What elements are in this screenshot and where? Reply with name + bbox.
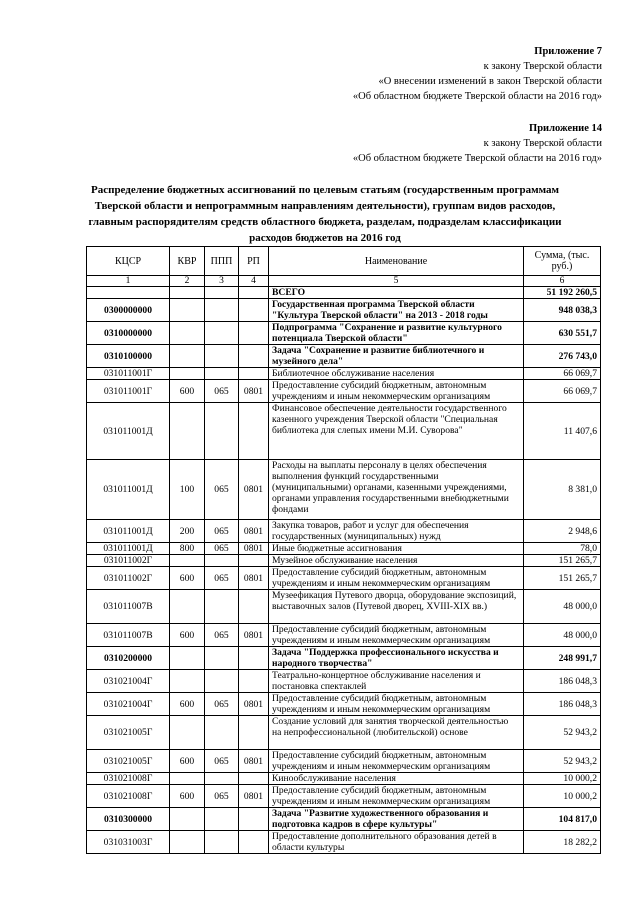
row-amount: 78,0 <box>524 543 601 555</box>
row-ppp: 065 <box>205 785 239 808</box>
table-row <box>87 345 601 368</box>
appendix-14-header <box>353 121 602 166</box>
row-amount: 52 943,2 <box>524 716 601 750</box>
row-name: Предоставление дополнительного образования детей в области культуры <box>269 831 524 854</box>
row-kcsr: 031021005Г <box>87 716 170 750</box>
table-row <box>87 773 601 785</box>
row-rp: 0801 <box>239 520 269 543</box>
row-kcsr: 031011001Д <box>87 520 170 543</box>
row-ppp <box>205 670 239 693</box>
column-number: 3 <box>205 276 239 287</box>
row-kcsr: 031011007В <box>87 624 170 647</box>
row-kvr <box>170 773 205 785</box>
row-kvr <box>170 299 205 322</box>
column-number: 2 <box>170 276 205 287</box>
row-kvr <box>170 345 205 368</box>
row-amount: 66 069,7 <box>524 380 601 403</box>
row-ppp <box>205 716 239 750</box>
row-rp <box>239 773 269 785</box>
row-amount: 151 265,7 <box>524 567 601 590</box>
row-kvr <box>170 555 205 567</box>
row-amount: 11 407,6 <box>524 403 601 460</box>
row-kvr: 600 <box>170 693 205 716</box>
row-amount: 276 743,0 <box>524 345 601 368</box>
appendix-14-line-2: «Об областном бюджете Тверской области на 2016 год» <box>352 153 602 164</box>
row-ppp: 065 <box>205 543 239 555</box>
column-number: 5 <box>269 276 524 287</box>
row-kcsr: 031021005Г <box>87 750 170 773</box>
row-ppp <box>205 831 239 854</box>
row-amount: 48 000,0 <box>524 590 601 624</box>
row-kvr <box>170 590 205 624</box>
row-ppp <box>205 808 239 831</box>
row-kcsr: 031011001Д <box>87 543 170 555</box>
row-name: Государственная программа Тверской области "Культура Тверской области" на 2013 - 2018 годы <box>269 299 524 322</box>
row-kcsr: 031021008Г <box>87 773 170 785</box>
table-row <box>87 590 601 624</box>
row-kcsr: 031021004Г <box>87 693 170 716</box>
column-number-row <box>87 276 601 287</box>
row-name: ВСЕГО <box>269 287 524 299</box>
row-rp: 0801 <box>239 785 269 808</box>
header-kcsr: КЦСР <box>87 247 170 276</box>
row-name: Задача "Развитие художественного образования и подготовка кадров в сфере культуры" <box>269 808 524 831</box>
appendix-14-title: Приложение 14 <box>529 123 602 134</box>
row-ppp: 065 <box>205 460 239 520</box>
row-kvr <box>170 368 205 380</box>
row-ppp <box>205 403 239 460</box>
row-name: Предоставление субсидий бюджетным, автономным учреждениям и иным некоммерческим организациям <box>269 380 524 403</box>
row-rp <box>239 368 269 380</box>
row-kcsr: 031011002Г <box>87 555 170 567</box>
table-row <box>87 831 601 854</box>
row-name: Финансовое обеспечение деятельности государственного казенного учреждения Тверской области "Специальная библиотека для слепых имени М.И. Суворова" <box>269 403 524 460</box>
row-name: Библиотечное обслуживание населения <box>269 368 524 380</box>
table-row <box>87 543 601 555</box>
row-amount: 10 000,2 <box>524 785 601 808</box>
header-kvr: КВР <box>170 247 205 276</box>
row-rp <box>239 345 269 368</box>
table-row <box>87 716 601 750</box>
table-row <box>87 785 601 808</box>
row-name: Задача "Поддержка профессионального искусства и народного творчества" <box>269 647 524 670</box>
appendix-7-header <box>353 44 602 104</box>
row-rp: 0801 <box>239 380 269 403</box>
appendix-7-line-1: к закону Тверской области <box>483 61 602 72</box>
row-kvr: 600 <box>170 380 205 403</box>
appendix-7-line-3: «Об областном бюджете Тверской области на 2016 год» <box>352 91 602 102</box>
table-row <box>87 567 601 590</box>
header-rp: РП <box>239 247 269 276</box>
row-amount: 248 991,7 <box>524 647 601 670</box>
row-name: Музейное обслуживание населения <box>269 555 524 567</box>
row-kvr: 800 <box>170 543 205 555</box>
table-body <box>87 287 601 854</box>
row-amount: 630 551,7 <box>524 322 601 345</box>
row-kvr <box>170 647 205 670</box>
row-ppp <box>205 555 239 567</box>
row-name: Предоставление субсидий бюджетным, автономным учреждениям и иным некоммерческим организациям <box>269 785 524 808</box>
table-row <box>87 555 601 567</box>
row-amount: 151 265,7 <box>524 555 601 567</box>
table-row <box>87 403 601 460</box>
row-rp <box>239 299 269 322</box>
row-kcsr: 0310100000 <box>87 345 170 368</box>
row-kcsr: 0300000000 <box>87 299 170 322</box>
row-kvr <box>170 287 205 299</box>
row-kcsr: 031021004Г <box>87 670 170 693</box>
row-name: Предоставление субсидий бюджетным, автономным учреждениям и иным некоммерческим организациям <box>269 750 524 773</box>
row-rp: 0801 <box>239 693 269 716</box>
row-kvr <box>170 831 205 854</box>
header-amount: Сумма, (тыс. руб.) <box>524 247 601 276</box>
header-name: Наименование <box>269 247 524 276</box>
row-name: Театрально-концертное обслуживание населения и постановка спектаклей <box>269 670 524 693</box>
row-rp <box>239 287 269 299</box>
row-ppp <box>205 647 239 670</box>
row-name: Музеефикация Путевого дворца, оборудование экспозиций, выставочных залов (Путевой дворец, XVIII-XIX вв.) <box>269 590 524 624</box>
row-name: Предоставление субсидий бюджетным, автономным учреждениям и иным некоммерческим организациям <box>269 624 524 647</box>
row-rp <box>239 716 269 750</box>
row-rp: 0801 <box>239 543 269 555</box>
row-amount: 48 000,0 <box>524 624 601 647</box>
appendix-14-line-1: к закону Тверской области <box>483 138 602 149</box>
table-row <box>87 299 601 322</box>
row-name: Подпрограмма "Сохранение и развитие культурного потенциала Тверской области" <box>269 322 524 345</box>
row-name: Предоставление субсидий бюджетным, автономным учреждениям и иным некоммерческим организациям <box>269 693 524 716</box>
row-kcsr: 031011007В <box>87 590 170 624</box>
row-kcsr: 031011001Г <box>87 380 170 403</box>
row-name: Расходы на выплаты персоналу в целях обеспечения выполнения функций государственными (муниципальными) органами, казенными учреждениями, органами управления государственными внебюджетными фондами <box>269 460 524 520</box>
table-row <box>87 750 601 773</box>
row-ppp <box>205 299 239 322</box>
row-name: Закупка товаров, работ и услуг для обеспечения государственных (муниципальных) нужд <box>269 520 524 543</box>
row-amount: 104 817,0 <box>524 808 601 831</box>
row-kcsr: 031031003Г <box>87 831 170 854</box>
row-kvr: 200 <box>170 520 205 543</box>
row-kcsr <box>87 287 170 299</box>
column-number: 6 <box>524 276 601 287</box>
appendix-7-title: Приложение 7 <box>534 46 602 57</box>
row-rp: 0801 <box>239 750 269 773</box>
header-ppp: ППП <box>205 247 239 276</box>
row-amount: 948 038,3 <box>524 299 601 322</box>
row-kvr <box>170 670 205 693</box>
row-kcsr: 031011002Г <box>87 567 170 590</box>
row-kvr: 600 <box>170 750 205 773</box>
row-amount: 8 381,0 <box>524 460 601 520</box>
row-kvr <box>170 716 205 750</box>
budget-table <box>86 246 601 854</box>
row-ppp <box>205 590 239 624</box>
row-kcsr: 0310200000 <box>87 647 170 670</box>
row-amount: 66 069,7 <box>524 368 601 380</box>
row-ppp: 065 <box>205 567 239 590</box>
row-ppp: 065 <box>205 750 239 773</box>
row-kvr <box>170 808 205 831</box>
table-row <box>87 808 601 831</box>
table-row <box>87 647 601 670</box>
row-amount: 10 000,2 <box>524 773 601 785</box>
row-name: Создание условий для занятия творческой деятельностью на непрофессиональной (любительской) основе <box>269 716 524 750</box>
row-ppp: 065 <box>205 624 239 647</box>
row-kcsr: 0310000000 <box>87 322 170 345</box>
row-kcsr: 031021008Г <box>87 785 170 808</box>
table-row <box>87 520 601 543</box>
row-amount: 18 282,2 <box>524 831 601 854</box>
row-kcsr: 031011001Д <box>87 460 170 520</box>
row-amount: 186 048,3 <box>524 670 601 693</box>
table-row <box>87 693 601 716</box>
row-ppp <box>205 368 239 380</box>
row-ppp <box>205 322 239 345</box>
row-amount: 52 943,2 <box>524 750 601 773</box>
row-ppp <box>205 773 239 785</box>
table-row <box>87 624 601 647</box>
table-row <box>87 380 601 403</box>
row-rp <box>239 590 269 624</box>
row-rp: 0801 <box>239 567 269 590</box>
row-amount: 186 048,3 <box>524 693 601 716</box>
row-kvr: 600 <box>170 624 205 647</box>
row-kcsr: 0310300000 <box>87 808 170 831</box>
row-ppp: 065 <box>205 380 239 403</box>
row-rp <box>239 555 269 567</box>
row-name: Иные бюджетные ассигнования <box>269 543 524 555</box>
table-row <box>87 287 601 299</box>
row-kvr: 100 <box>170 460 205 520</box>
row-ppp <box>205 345 239 368</box>
row-kvr: 600 <box>170 567 205 590</box>
row-amount: 51 192 260,5 <box>524 287 601 299</box>
row-ppp: 065 <box>205 693 239 716</box>
row-rp <box>239 808 269 831</box>
row-name: Предоставление субсидий бюджетным, автономным учреждениям и иным некоммерческим организациям <box>269 567 524 590</box>
row-kcsr: 031011001Г <box>87 368 170 380</box>
row-kvr <box>170 322 205 345</box>
appendix-7-line-2: «О внесении изменений в закон Тверской области <box>378 76 602 87</box>
row-rp <box>239 647 269 670</box>
row-name: Задача "Сохранение и развитие библиотечного и музейного дела" <box>269 345 524 368</box>
row-rp <box>239 670 269 693</box>
row-amount: 2 948,6 <box>524 520 601 543</box>
row-rp <box>239 322 269 345</box>
table-row <box>87 322 601 345</box>
row-name: Кинообслуживание населения <box>269 773 524 785</box>
document-title: Распределение бюджетных ассигнований по целевым статьям (государственным программам Тверской области и непрограммным направлениям деятельности), группам видов расходов, главным распорядителям средств областного бюджета, разделам, подразделам классификации расходов бюджетов на 2016 год <box>88 184 562 244</box>
row-rp <box>239 403 269 460</box>
table-row <box>87 460 601 520</box>
table-header-row <box>87 247 601 276</box>
row-kcsr: 031011001Д <box>87 403 170 460</box>
row-ppp: 065 <box>205 520 239 543</box>
row-rp: 0801 <box>239 460 269 520</box>
row-rp: 0801 <box>239 624 269 647</box>
column-number: 1 <box>87 276 170 287</box>
table-row <box>87 670 601 693</box>
row-kvr <box>170 403 205 460</box>
row-kvr: 600 <box>170 785 205 808</box>
row-rp <box>239 831 269 854</box>
row-ppp <box>205 287 239 299</box>
table-row <box>87 368 601 380</box>
column-number: 4 <box>239 276 269 287</box>
